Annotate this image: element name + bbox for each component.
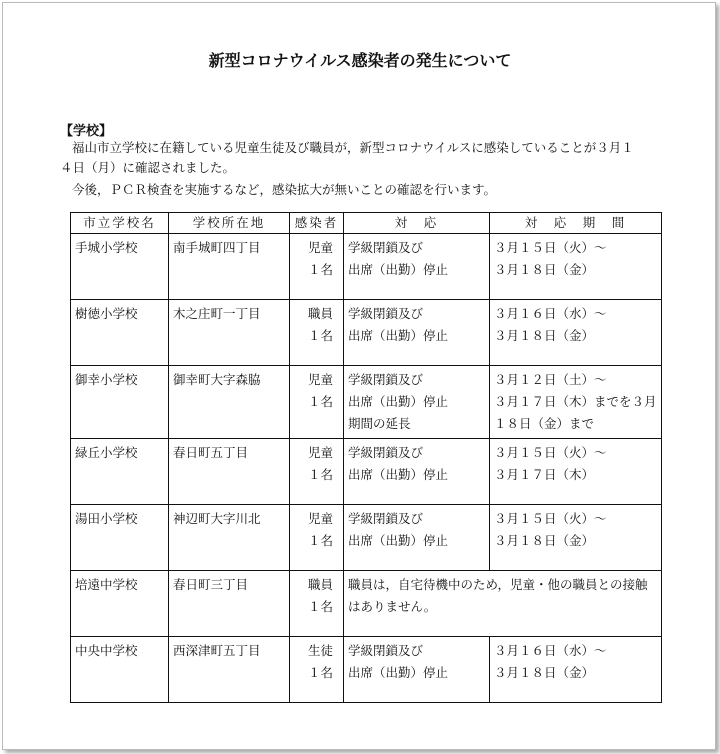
infected-count-line: 児童 bbox=[307, 511, 333, 526]
response-note-line: はありません。 bbox=[348, 599, 437, 614]
infected-count-line: 児童 bbox=[307, 240, 333, 255]
school-name: 御幸小学校 bbox=[71, 366, 169, 439]
response-line: 学級閉鎖及び bbox=[348, 306, 424, 321]
infected-count-line: １名 bbox=[307, 599, 333, 614]
response-line: 出席（出勤）停止 bbox=[348, 394, 449, 409]
response-line: 出席（出勤）停止 bbox=[348, 328, 449, 343]
response bbox=[344, 439, 490, 505]
infected-count-line: 児童 bbox=[307, 372, 333, 387]
response-period-line: ３月１７日（木）までを３月 bbox=[494, 394, 657, 409]
table-row bbox=[71, 637, 662, 703]
table-header bbox=[71, 213, 662, 234]
school-address: 南手城町四丁目 bbox=[169, 234, 290, 300]
paragraph-line: 福山市立学校に在籍している児童生徒及び職員が，新型コロナウイルスに感染していることが３月１ bbox=[72, 140, 634, 155]
infected-count-line: １名 bbox=[307, 665, 333, 680]
school-address: 西深津町五丁目 bbox=[169, 637, 290, 703]
response-line: 学級閉鎖及び bbox=[348, 372, 424, 387]
infected-count bbox=[290, 505, 344, 571]
infected-count-line: １名 bbox=[307, 262, 333, 277]
school-address: 神辺町大字川北 bbox=[169, 505, 290, 571]
response-period-line: ３月１２日（土）～ bbox=[494, 372, 607, 387]
response-line: 学級閉鎖及び bbox=[348, 240, 424, 255]
response-line: 学級閉鎖及び bbox=[348, 643, 424, 658]
infected-count bbox=[290, 439, 344, 505]
response-period-line: ３月１６日（水）～ bbox=[494, 643, 607, 658]
response-period bbox=[490, 439, 662, 505]
response-period-line: １８日（金）まで bbox=[494, 416, 595, 431]
table-row bbox=[71, 439, 662, 505]
response-period bbox=[490, 637, 662, 703]
infected-count bbox=[290, 366, 344, 439]
paragraph-line: ４日（月）に確認されました。 bbox=[60, 160, 236, 175]
response-period-line: ３月１７日（木） bbox=[494, 467, 595, 482]
response-line: 出席（出勤）停止 bbox=[348, 467, 449, 482]
response-period bbox=[490, 366, 662, 439]
infected-count-line: 生徒 bbox=[307, 643, 333, 658]
infected-count bbox=[290, 300, 344, 366]
school-name: 培遠中学校 bbox=[71, 571, 169, 637]
infected-count bbox=[290, 637, 344, 703]
table-row bbox=[71, 571, 662, 637]
school-name: 緑丘小学校 bbox=[71, 439, 169, 505]
response-note bbox=[344, 571, 662, 637]
header-address: 学校所在地 bbox=[169, 213, 290, 234]
table-row bbox=[71, 366, 662, 439]
response bbox=[344, 637, 490, 703]
school-name: 樹徳小学校 bbox=[71, 300, 169, 366]
response bbox=[344, 505, 490, 571]
school-address: 春日町五丁目 bbox=[169, 439, 290, 505]
response-line: 出席（出勤）停止 bbox=[348, 533, 449, 548]
infected-count-line: 児童 bbox=[307, 445, 333, 460]
response bbox=[344, 300, 490, 366]
page-title: 新型コロナウイルス感染者の発生について bbox=[208, 51, 512, 70]
response-period-line: ３月１８日（金） bbox=[494, 533, 595, 548]
response-period bbox=[490, 234, 662, 300]
response-period-line: ３月１８日（金） bbox=[494, 665, 595, 680]
response-line: 出席（出勤）停止 bbox=[348, 262, 449, 277]
response-period-line: ３月１５日（火）～ bbox=[494, 240, 607, 255]
infected-count-line: １名 bbox=[307, 394, 333, 409]
response-line: 出席（出勤）停止 bbox=[348, 665, 449, 680]
response-note-line: 職員は，自宅待機中のため，児童・他の職員との接触 bbox=[348, 577, 648, 592]
table-row bbox=[71, 234, 662, 300]
infected-count-line: １名 bbox=[307, 533, 333, 548]
response-line: 学級閉鎖及び bbox=[348, 445, 424, 460]
school-name: 中央中学校 bbox=[71, 637, 169, 703]
response-period-line: ３月１５日（火）～ bbox=[494, 445, 607, 460]
infected-count bbox=[290, 234, 344, 300]
response-line: 期間の延長 bbox=[348, 416, 411, 431]
header-school: 市立学校名 bbox=[71, 213, 169, 234]
response bbox=[344, 366, 490, 439]
response bbox=[344, 234, 490, 300]
infected-count-line: １名 bbox=[307, 467, 333, 482]
table-row bbox=[71, 300, 662, 366]
response-line: 学級閉鎖及び bbox=[348, 511, 424, 526]
response-period bbox=[490, 300, 662, 366]
infected-count-line: 職員 bbox=[307, 577, 333, 592]
school-name: 手城小学校 bbox=[71, 234, 169, 300]
header-infected: 感染者 bbox=[290, 213, 344, 234]
school-name: 湯田小学校 bbox=[71, 505, 169, 571]
header-response: 対 応 bbox=[344, 213, 490, 234]
header-period: 対 応 期 間 bbox=[490, 213, 662, 234]
response-period-line: ３月１８日（金） bbox=[494, 262, 595, 277]
infected-count bbox=[290, 571, 344, 637]
response-period-line: ３月１５日（火）～ bbox=[494, 511, 607, 526]
school-address: 木之庄町一丁目 bbox=[169, 300, 290, 366]
response-period bbox=[490, 505, 662, 571]
paragraph-line: 今後，ＰＣＲ検査を実施するなど，感染拡大が無いことの確認を行います。 bbox=[72, 182, 497, 197]
table-row bbox=[71, 505, 662, 571]
response-period-line: ３月１６日（水）～ bbox=[494, 306, 607, 321]
school-address: 御幸町大字森脇 bbox=[169, 366, 290, 439]
school-address: 春日町三丁目 bbox=[169, 571, 290, 637]
response-period-line: ３月１８日（金） bbox=[494, 328, 595, 343]
schools-table bbox=[70, 212, 662, 703]
infected-count-line: １名 bbox=[307, 328, 333, 343]
section-heading: 【学校】 bbox=[60, 124, 113, 139]
infected-count-line: 職員 bbox=[307, 306, 333, 321]
